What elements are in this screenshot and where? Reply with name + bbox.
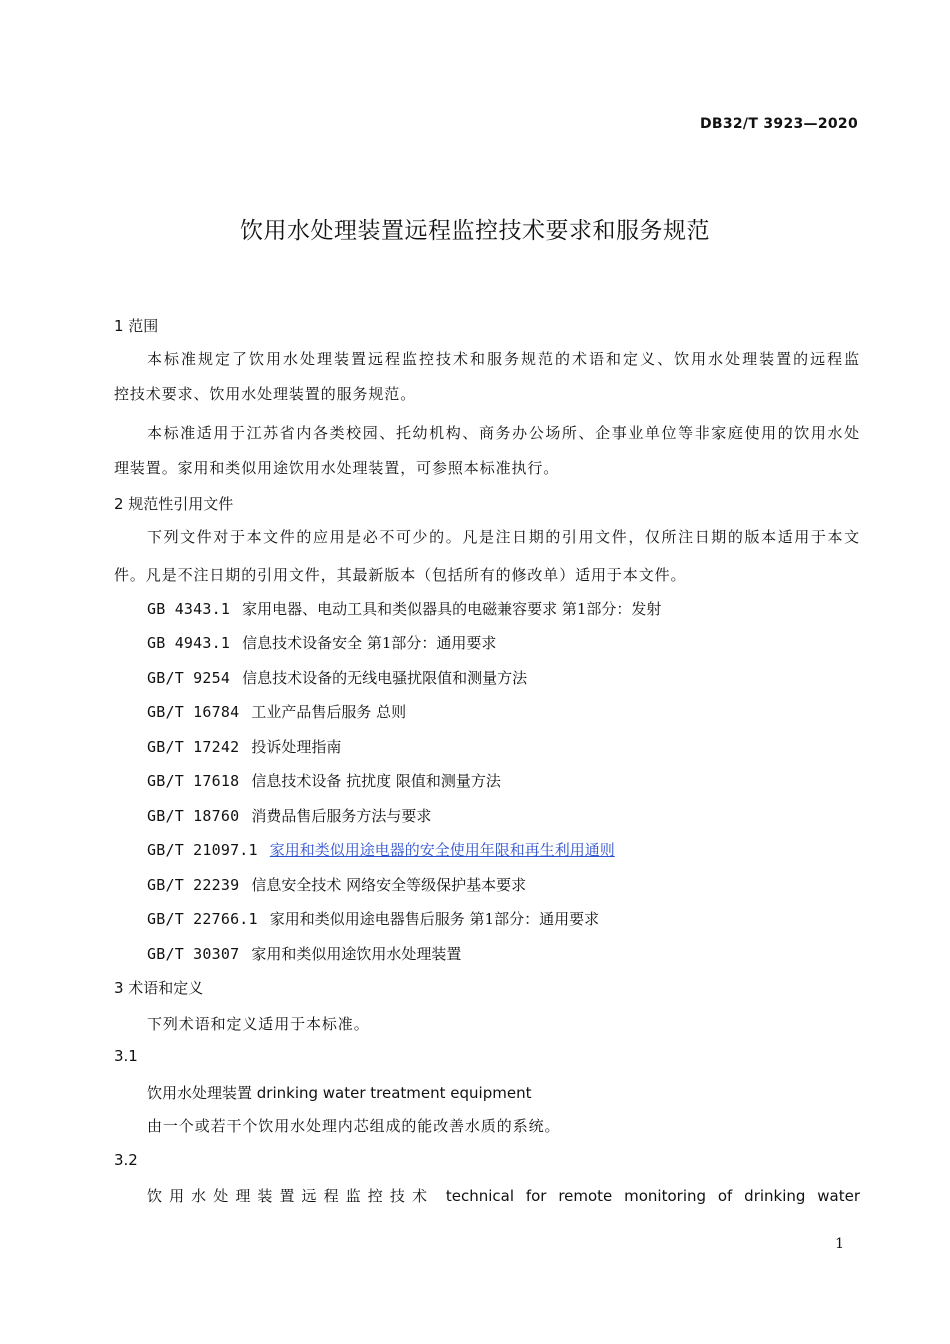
reference-item: [147, 770, 501, 791]
reference-item: [147, 805, 431, 826]
section-2-intro-line-2: 件。凡是不注日期的引用文件，其最新版本（包括所有的修改单）适用于本文件。: [114, 566, 687, 584]
reference-code: GB 4343.1: [147, 600, 231, 618]
term-title: 饮用水处理装置远程监控技术 technical for remote monitoring of drinking water: [147, 1187, 860, 1205]
reference-item: [147, 874, 526, 895]
reference-title: 信息安全技术 网络安全等级保护基本要求: [251, 876, 527, 894]
term-number: 3.2: [114, 1151, 138, 1169]
term-number: 3.1: [114, 1047, 138, 1065]
term-definition: 由一个或若干个饮用水处理内芯组成的能改善水质的系统。: [147, 1117, 561, 1135]
reference-code: GB/T 21097.1: [147, 841, 258, 859]
reference-item: [147, 632, 496, 653]
section-1-para-2-line-1: 本标准适用于江苏省内各类校园、托幼机构、商务办公场所、企事业单位等非家庭使用的饮用水处: [147, 424, 860, 442]
reference-title: 信息技术设备的无线电骚扰限值和测量方法: [242, 669, 528, 687]
section-2-heading: 2 规范性引用文件: [114, 495, 234, 513]
reference-item: [147, 736, 341, 757]
reference-item: [147, 943, 461, 964]
section-1-para-1-line-1: 本标准规定了饮用水处理装置远程监控技术和服务规范的术语和定义、饮用水处理装置的远程监: [147, 350, 860, 368]
reference-code: GB/T 30307: [147, 945, 240, 963]
reference-title: 投诉处理指南: [251, 738, 342, 756]
section-3-intro: 下列术语和定义适用于本标准。: [147, 1015, 370, 1033]
reference-item: [147, 701, 406, 722]
reference-code: GB/T 9254: [147, 669, 231, 687]
section-3-heading: 3 术语和定义: [114, 979, 204, 997]
reference-item: [147, 908, 599, 929]
reference-code: GB/T 17242: [147, 738, 240, 756]
reference-code: GB/T 22766.1: [147, 910, 258, 928]
reference-code: GB 4943.1: [147, 634, 231, 652]
reference-item: [147, 598, 661, 619]
reference-code: GB/T 16784: [147, 703, 240, 721]
reference-link[interactable]: 家用和类似用途电器的安全使用年限和再生利用通则: [269, 841, 615, 859]
reference-title: 消费品售后服务方法与要求: [251, 807, 432, 825]
reference-code: GB/T 18760: [147, 807, 240, 825]
section-2-intro-line-1: 下列文件对于本文件的应用是必不可少的。凡是注日期的引用文件，仅所注日期的版本适用于本文: [147, 528, 860, 546]
reference-item: [147, 667, 527, 688]
reference-title: 家用电器、电动工具和类似器具的电磁兼容要求 第1部分：发射: [242, 600, 662, 618]
reference-title: 家用和类似用途饮用水处理装置: [251, 945, 462, 963]
section-1-heading: 1 范围: [114, 317, 159, 335]
reference-item: [147, 839, 615, 860]
reference-title: 家用和类似用途电器售后服务 第1部分：通用要求: [269, 910, 600, 928]
term-title: 饮用水处理装置 drinking water treatment equipment: [147, 1084, 532, 1102]
reference-code: GB/T 17618: [147, 772, 240, 790]
reference-title: 信息技术设备 抗扰度 限值和测量方法: [251, 772, 501, 790]
section-1-para-2-line-2: 理装置。家用和类似用途饮用水处理装置，可参照本标准执行。: [114, 459, 560, 477]
reference-code: GB/T 22239: [147, 876, 240, 894]
page-number: 1: [835, 1236, 844, 1252]
reference-title: 工业产品售后服务 总则: [251, 703, 407, 721]
section-1-para-1-line-2: 控技术要求、饮用水处理装置的服务规范。: [114, 385, 417, 403]
standard-code: DB32/T 3923—2020: [699, 116, 858, 132]
reference-title: 信息技术设备安全 第1部分：通用要求: [242, 634, 497, 652]
document-title: 饮用水处理装置远程监控技术要求和服务规范: [240, 218, 710, 244]
